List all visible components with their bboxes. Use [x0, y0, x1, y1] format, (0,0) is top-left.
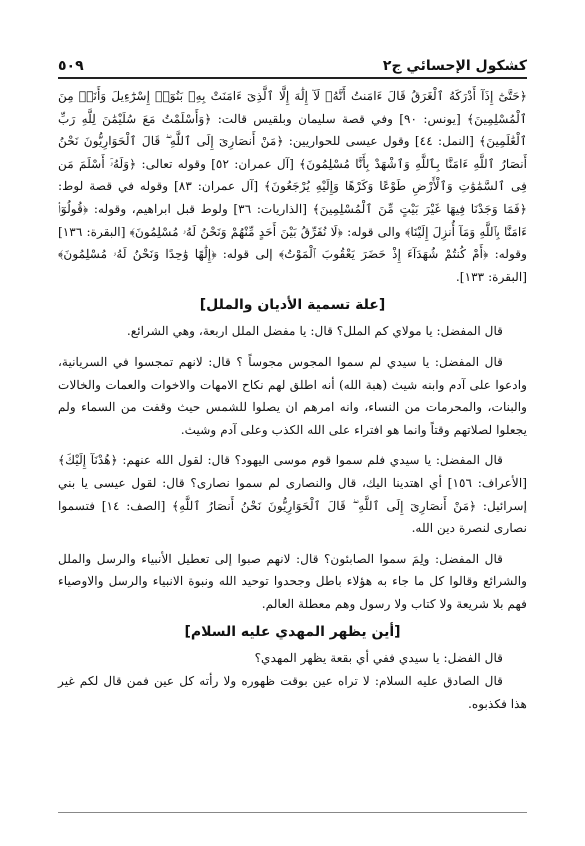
header-divider: [58, 77, 527, 79]
section-title-mahdi: [أين يظهر المهدي عليه السلام]: [184, 624, 401, 641]
page-body: [58, 85, 527, 715]
running-title: كشكول الإحسائي ج٢: [382, 58, 527, 74]
section-title-religions: [علة تسمية الأديان والملل]: [199, 297, 386, 314]
paragraph-sabiun: قال المفضل: ولِمَ سموا الصابئون؟ قال: لانهم صبوا إلى تعطيل الأنبياء والرسل والملل والشرائع وقالوا كل ما جاء به هؤلاء باطل وجحدوا توحيد الله ونبوة الانبياء والرسل والاوصياء فهم بلا شريعة ولا كتاب ولا رسول وهم معطلة العالم.: [58, 551, 527, 611]
paragraph-majus: قال المفضل: يا سيدي لم سموا المجوس مجوساً ؟ قال: لانهم تمجسوا في السريانية، وادعوا على آدم وابنه شيث (هبة الله) أنه اطلق لهم نكاح الامهات والاخوات والعمات والخالات والبنات، والمحرمات من النساء، وانه امرهم ان يصلوا للشمس حيث وقفت من السماء ولم يجعلوا لصلاتهم وقتاً وانما هو افتراء على الله الكذب وعلى آدم وشيث.: [58, 354, 527, 437]
quran-citation-paragraph: ﴿حَتَّىٰٓ إِذَآ أَدْرَكَهُ ٱلْغَرَقُ قَالَ ءَامَنتُ أَنَّهُۥ لَآ إِلَٰهَ إِلَّا ٱلَّذِىٓ ءَامَنَتْ بِهِۦ بَنُوٓا۟ إِسْرَٰٓءِيلَ وَأَنَا۠ مِنَ ٱلْمُسْلِمِينَ﴾ [يونس: ٩٠] وفي قصة سليمان وبلقيس قالت: ﴿وَأَسْلَمْتُ مَعَ سُلَيْمَٰنَ لِلَّهِ رَبِّ ٱلْعَٰلَمِينَ﴾ [النمل: ٤٤] وقول عيسى للحواريين: ﴿مَنْ أَنصَارِىٓ إِلَى ٱللَّهِ ۖ قَالَ ٱلْحَوَارِيُّونَ نَحْنُ أَنصَارُ ٱللَّهِ ءَامَنَّا بِٱللَّهِ وَٱشْهَدْ بِأَنَّا مُسْلِمُونَ﴾ [آل عمران: ٥٢] وقوله تعالى: ﴿وَلَهُۥٓ أَسْلَمَ مَن فِى ٱلسَّمَٰوَٰتِ وَٱلْأَرْضِ طَوْعًا وَكَرْهًا وَإِلَيْهِ يُرْجَعُونَ﴾ [آل عمران: ٨٣] وقوله في قصة لوط: ﴿فَمَا وَجَدْنَا فِيهَا غَيْرَ بَيْتٍ مِّنَ ٱلْمُسْلِمِينَ﴾ [الذاريات: ٣٦] ولوط قبل ابراهيم، وقوله: ﴿قُولُوٓا۟ ءَامَنَّا بِٱللَّهِ وَمَآ أُنزِلَ إِلَيْنَا﴾ والى قوله: ﴿لَا نُفَرِّقُ بَيْنَ أَحَدٍ مِّنْهُمْ وَنَحْنُ لَهُۥ مُسْلِمُونَ﴾ [البقرة: ١٣٦] وقوله: ﴿أَمْ كُنتُمْ شُهَدَآءَ إِذْ حَضَرَ يَعْقُوبَ ٱلْمَوْتُ﴾ إلى قوله: ﴿إِلَٰهًا وَٰحِدًا وَنَحْنُ لَهُۥ مُسْلِمُونَ﴾ [البقرة: ١٣٣].: [58, 89, 527, 284]
footer-divider: [58, 812, 527, 813]
paragraph-mahdi-answer: قال الصادق عليه السلام: لا تراه عين بوقت ظهوره ولا رأته كل عين فمن قال لكم غير هذا فكذبوه.: [58, 674, 527, 711]
page-number: ٥٠٩: [58, 58, 84, 74]
paragraph-mahdi-question: قال الفضل: يا سيدي ففي أي بقعة يظهر المهدي؟: [254, 651, 503, 666]
paragraph-yahud-nasara: قال المفضل: يا سيدي فلم سموا قوم موسى اليهود؟ قال: لقول الله عنهم: ﴿هُدْنَآ إِلَيْكَ﴾ [الأعراف: ١٥٦] أي اهتدينا اليك، قال والنصارى لم سموا نصارى؟ قال: لقول عيسى يا بني إسرائيل: ﴿مَنْ أَنصَارِىٓ إِلَى ٱللَّهِ ۖ قَالَ ٱلْحَوَارِيُّونَ نَحْنُ أَنصَارُ ٱللَّهِ﴾ [الصف: ١٤] فتسموا نصارى لنصرة دين الله.: [58, 453, 527, 536]
page-header: [58, 48, 527, 74]
paragraph-milal-count: قال المفضل: يا مولاي كم الملل؟ قال: يا مفضل الملل اربعة، وهي الشرائع.: [126, 324, 503, 339]
